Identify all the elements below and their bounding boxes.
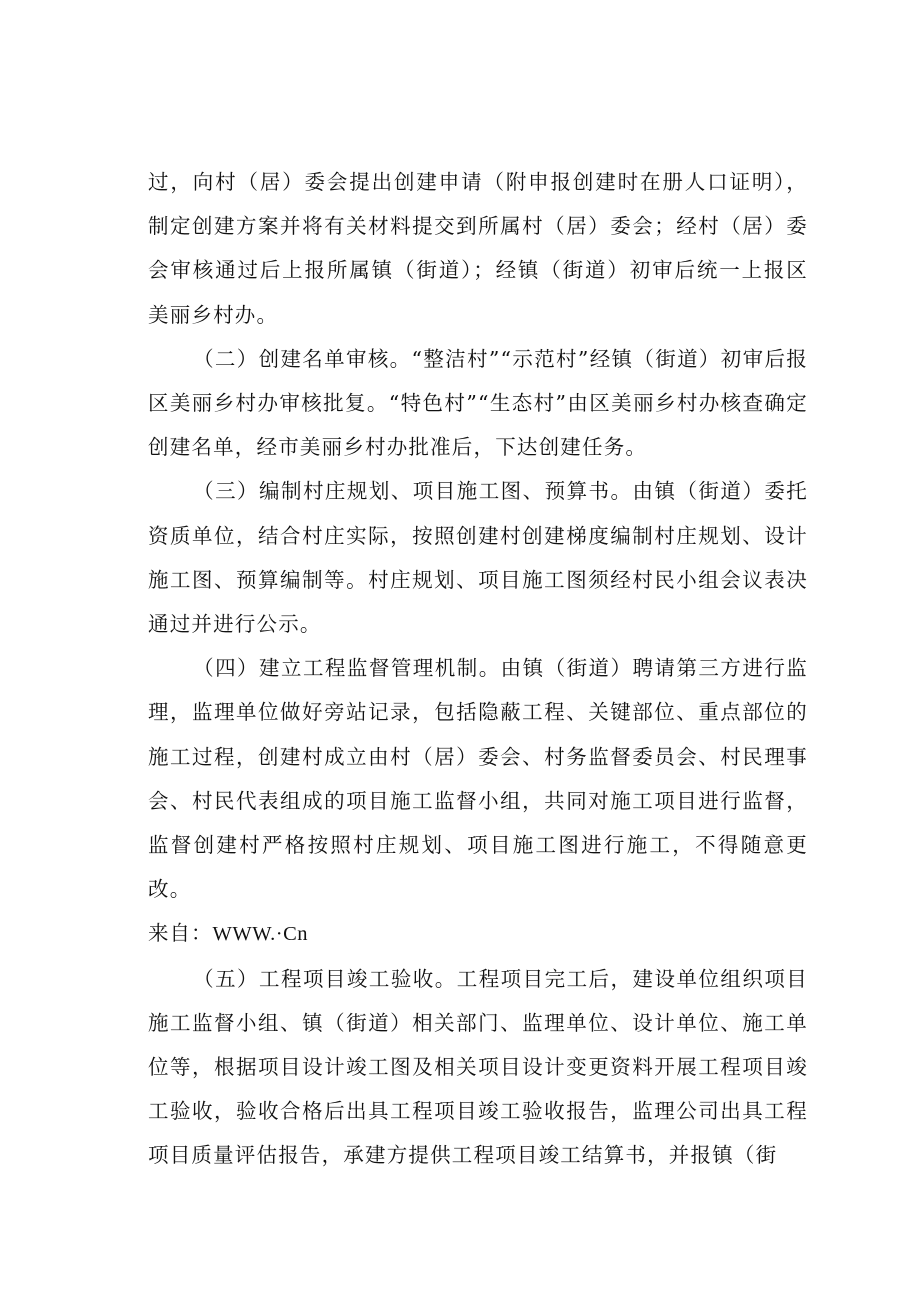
source-url: WWW.·Cn (212, 923, 309, 946)
paragraph-3-village-planning: （三）编制村庄规划、项目施工图、预算书。由镇（街道）委托资质单位，结合村庄实际，按照创建村创建梯度编制村庄规划、设计施工图、预算编制等。村庄规划、项目施工图须经村民小组会议表决通过并进行公示。 (148, 479, 808, 637)
source-label: 来自： (148, 921, 213, 946)
paragraph-2-roster-review: （二）创建名单审核。“整洁村”“示范村”经镇（街道）初审后报区美丽乡村办审核批复。“特色村”“生态村”由区美丽乡村办核查确定创建名单，经市美丽乡村办批准后，下达创建任务。 (148, 346, 808, 460)
source-line (148, 911, 808, 956)
paragraph-4-supervision-mechanism: （四）建立工程监督管理机制。由镇（街道）聘请第三方进行监理，监理单位做好旁站记录，包括隐蔽工程、关键部位、重点部位的施工过程，创建村成立由村（居）委会、村务监督委员会、村民理事会、村民代表组成的项目施工监督小组，共同对施工项目进行监督，监督创建村严格按照村庄规划、项目施工图进行施工，不得随意更改。 (148, 656, 808, 902)
paragraph-5-completion-acceptance: （五）工程项目竣工验收。工程项目完工后，建设单位组织项目施工监督小组、镇（街道）相关部门、监理单位、设计单位、施工单位等，根据项目设计竣工图及相关项目设计变更资料开展工程项目竣工验收，验收合格后出具工程项目竣工验收报告，监理公司出具工程项目质量评估报告，承建方提供工程项目竣工结算书，并报镇（街 (148, 966, 808, 1168)
paragraph-continuation: 过，向村（居）委会提出创建申请（附申报创建时在册人口证明），制定创建方案并将有关材料提交到所属村（居）委会；经村（居）委会审核通过后上报所属镇（街道）；经镇（街道）初审后统一上报区美丽乡村办。 (148, 170, 808, 327)
document-body (148, 160, 808, 1178)
